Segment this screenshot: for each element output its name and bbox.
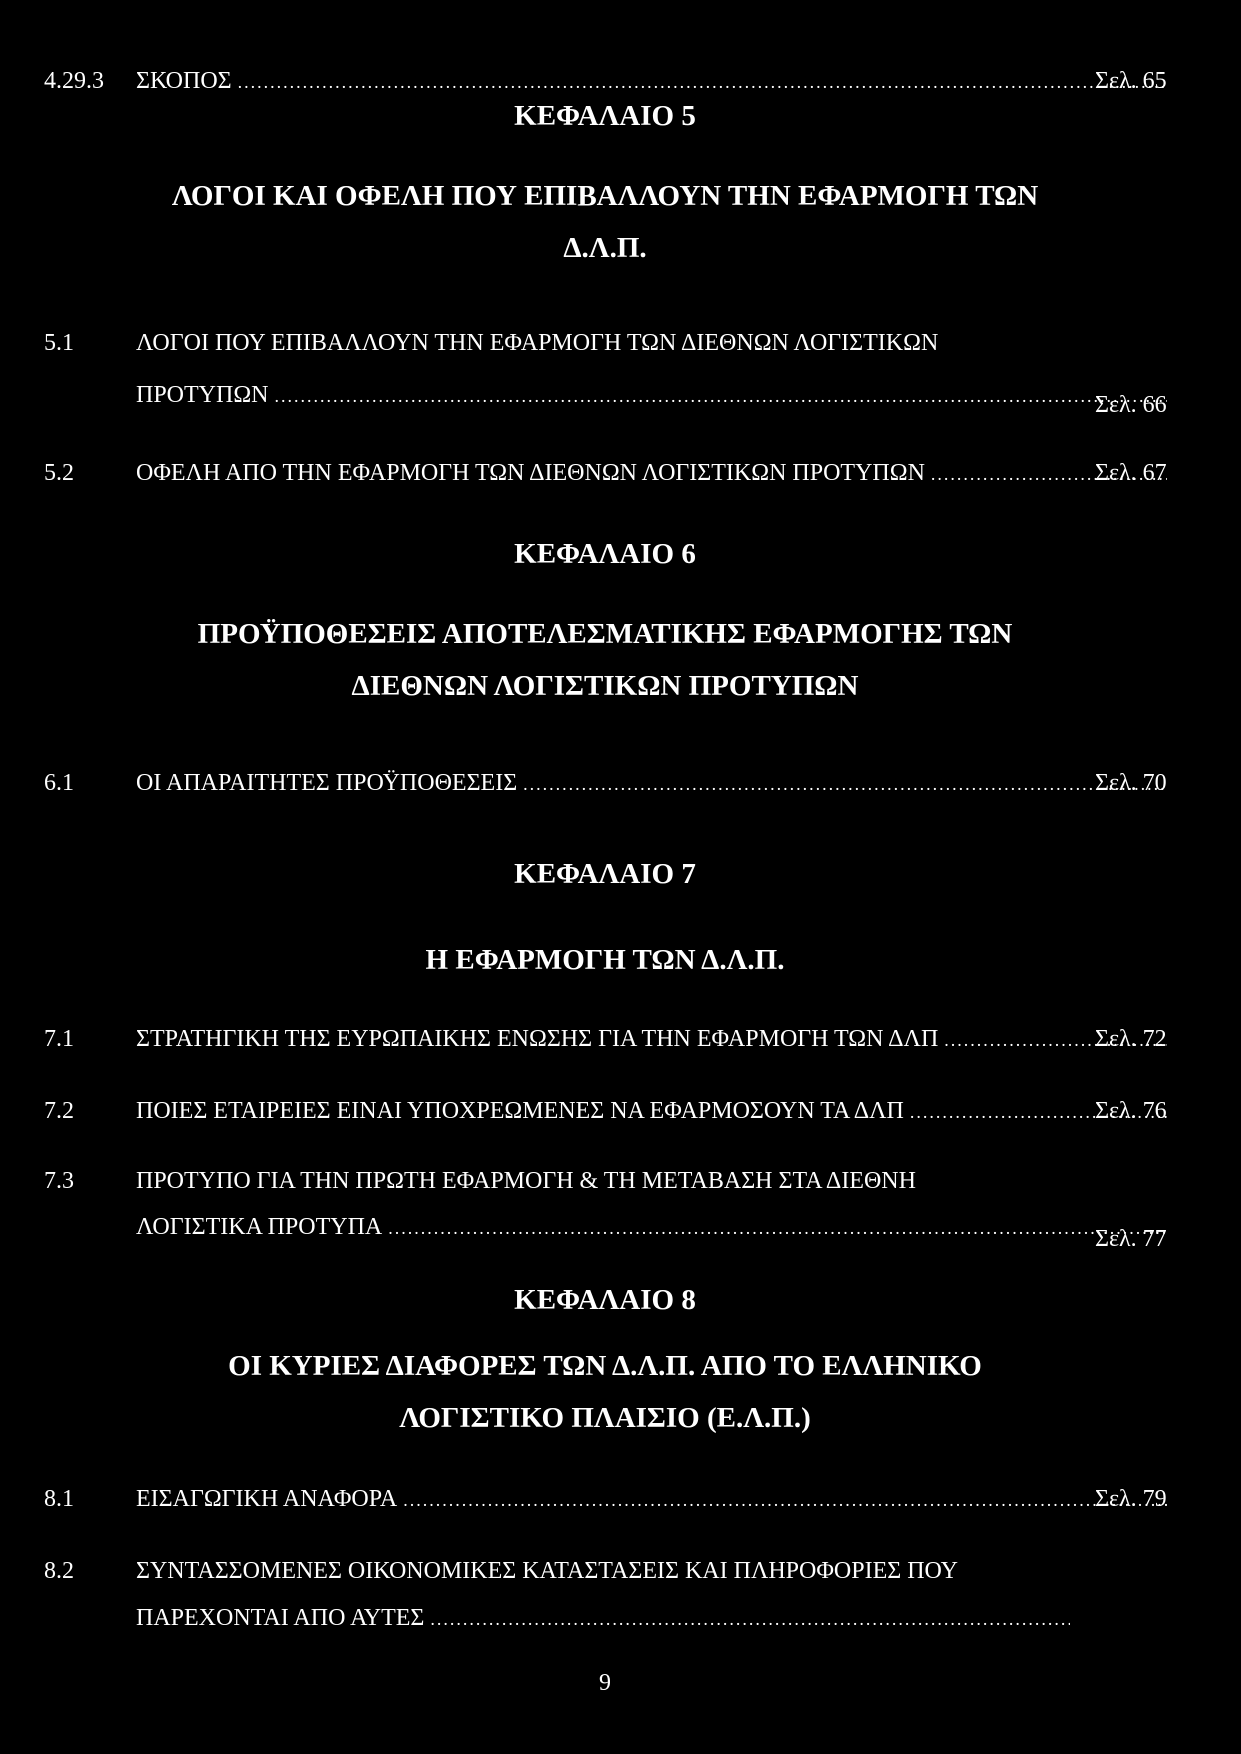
entry-title-row xyxy=(136,1603,1076,1634)
entry-title-line2: ΛΟΓΙΣΤΙΚΑ ΠΡΟΤΥΠΑ xyxy=(136,1214,383,1240)
entry-page: Σελ. 77 xyxy=(1095,1226,1167,1252)
entry-number: 8.1 xyxy=(44,1486,74,1512)
entry-title: ΣΚΟΠΟΣ xyxy=(136,68,232,94)
dot-leader xyxy=(388,1213,1167,1243)
entry-number: 7.1 xyxy=(44,1026,74,1052)
entry-title-row xyxy=(136,1484,1173,1515)
dot-leader xyxy=(523,769,1167,799)
entry-title-row xyxy=(136,458,1173,489)
entry-number: 5.1 xyxy=(44,330,74,356)
dot-leader xyxy=(238,67,1167,97)
entry-page: Σελ. 65 xyxy=(1095,68,1167,94)
entry-title-row xyxy=(136,66,1173,97)
entry-page: Σελ. 72 xyxy=(1095,1026,1167,1052)
entry-title-row xyxy=(136,380,1173,411)
entry-number: 8.2 xyxy=(44,1558,74,1584)
entry-title-row xyxy=(136,768,1173,799)
entry-page: Σελ. 79 xyxy=(1095,1486,1167,1512)
chapter-6-title-line2: ΔΙΕΘΝΩΝ ΛΟΓΙΣΤΙΚΩΝ ΠΡΟΤΥΠΩΝ xyxy=(351,670,859,702)
entry-title-row xyxy=(136,1096,1173,1127)
entry-title-line1: ΣΥΝΤΑΣΣΟΜΕΝΕΣ ΟΙΚΟΝΟΜΙΚΕΣ ΚΑΤΑΣΤΑΣΕΙΣ ΚΑΙ ΠΛΗΡΟΦΟΡΙΕΣ ΠΟΥ xyxy=(136,1558,958,1584)
chapter-8-label: ΚΕΦΑΛΑΙΟ 8 xyxy=(514,1284,696,1316)
dot-leader xyxy=(430,1604,1070,1634)
chapter-5-title-line2: Δ.Λ.Π. xyxy=(563,232,647,264)
entry-number: 7.3 xyxy=(44,1168,74,1194)
chapter-6-title-line1: ΠΡΟΫΠΟΘΕΣΕΙΣ ΑΠΟΤΕΛΕΣΜΑΤΙΚΗΣ ΕΦΑΡΜΟΓΗΣ ΤΩΝ xyxy=(197,618,1013,650)
entry-title-line2: ΠΡΟΤΥΠΩΝ xyxy=(136,382,269,408)
entry-number: 4.29.3 xyxy=(44,68,104,94)
chapter-5-title-line1: ΛΟΓΟΙ ΚΑΙ ΟΦΕΛΗ ΠΟΥ ΕΠΙΒΑΛΛΟΥΝ ΤΗΝ ΕΦΑΡΜΟΓΗ ΤΩΝ xyxy=(171,180,1039,212)
entry-title-line1: ΛΟΓΟΙ ΠΟΥ ΕΠΙΒΑΛΛΟΥΝ ΤΗΝ ΕΦΑΡΜΟΓΗ ΤΩΝ ΔΙΕΘΝΩΝ ΛΟΓΙΣΤΙΚΩΝ xyxy=(136,330,939,356)
chapter-8-title-line1: ΟΙ ΚΥΡΙΕΣ ΔΙΑΦΟΡΕΣ ΤΩΝ Δ.Λ.Π. ΑΠΟ ΤΟ ΕΛΛΗΝΙΚΟ xyxy=(228,1350,982,1382)
dot-leader xyxy=(275,381,1167,411)
entry-number: 6.1 xyxy=(44,770,74,796)
entry-title: ΣΤΡΑΤΗΓΙΚΗ ΤΗΣ ΕΥΡΩΠΑΙΚΗΣ ΕΝΩΣΗΣ ΓΙΑ ΤΗΝ ΕΦΑΡΜΟΓΗ ΤΩΝ ΔΛΠ xyxy=(136,1026,939,1052)
chapter-7-label: ΚΕΦΑΛΑΙΟ 7 xyxy=(514,858,696,890)
page-number: 9 xyxy=(599,1670,611,1696)
entry-page: Σελ. 76 xyxy=(1095,1098,1167,1124)
entry-number: 7.2 xyxy=(44,1098,74,1124)
chapter-7-title-line1: Η ΕΦΑΡΜΟΓΗ ΤΩΝ Δ.Λ.Π. xyxy=(425,944,785,976)
chapter-8-title-line2: ΛΟΓΙΣΤΙΚΟ ΠΛΑΙΣΙΟ (Ε.Λ.Π.) xyxy=(399,1402,811,1434)
entry-title-row xyxy=(136,1024,1173,1055)
entry-page: Σελ. 66 xyxy=(1095,392,1167,418)
entry-title-line1: ΠΡΟΤΥΠΟ ΓΙΑ ΤΗΝ ΠΡΩΤΗ ΕΦΑΡΜΟΓΗ & ΤΗ ΜΕΤΑΒΑΣΗ ΣΤΑ ΔΙΕΘΝΗ xyxy=(136,1168,916,1194)
entry-page: Σελ. 67 xyxy=(1095,460,1167,486)
entry-title: ΟΙ ΑΠΑΡΑΙΤΗΤΕΣ ΠΡΟΫΠΟΘΕΣΕΙΣ xyxy=(136,770,518,796)
entry-title: ΕΙΣΑΓΩΓΙΚΗ ΑΝΑΦΟΡΑ xyxy=(136,1486,398,1512)
chapter-5-label: ΚΕΦΑΛΑΙΟ 5 xyxy=(514,100,696,132)
entry-title: ΠΟΙΕΣ ΕΤΑΙΡΕΙΕΣ ΕΙΝΑΙ ΥΠΟΧΡΕΩΜΕΝΕΣ ΝΑ ΕΦΑΡΜΟΣΟΥΝ ΤΑ ΔΛΠ xyxy=(136,1098,904,1124)
entry-title-row xyxy=(136,1212,1173,1243)
chapter-6-label: ΚΕΦΑΛΑΙΟ 6 xyxy=(514,538,696,570)
dot-leader xyxy=(403,1485,1167,1515)
entry-title-line2: ΠΑΡΕΧΟΝΤΑΙ ΑΠΟ ΑΥΤΕΣ xyxy=(136,1605,425,1631)
entry-title: ΟΦΕΛΗ ΑΠΟ ΤΗΝ ΕΦΑΡΜΟΓΗ ΤΩΝ ΔΙΕΘΝΩΝ ΛΟΓΙΣΤΙΚΩΝ ΠΡΟΤΥΠΩΝ xyxy=(136,460,925,486)
entry-page: Σελ. 70 xyxy=(1095,770,1167,796)
entry-number: 5.2 xyxy=(44,460,74,486)
